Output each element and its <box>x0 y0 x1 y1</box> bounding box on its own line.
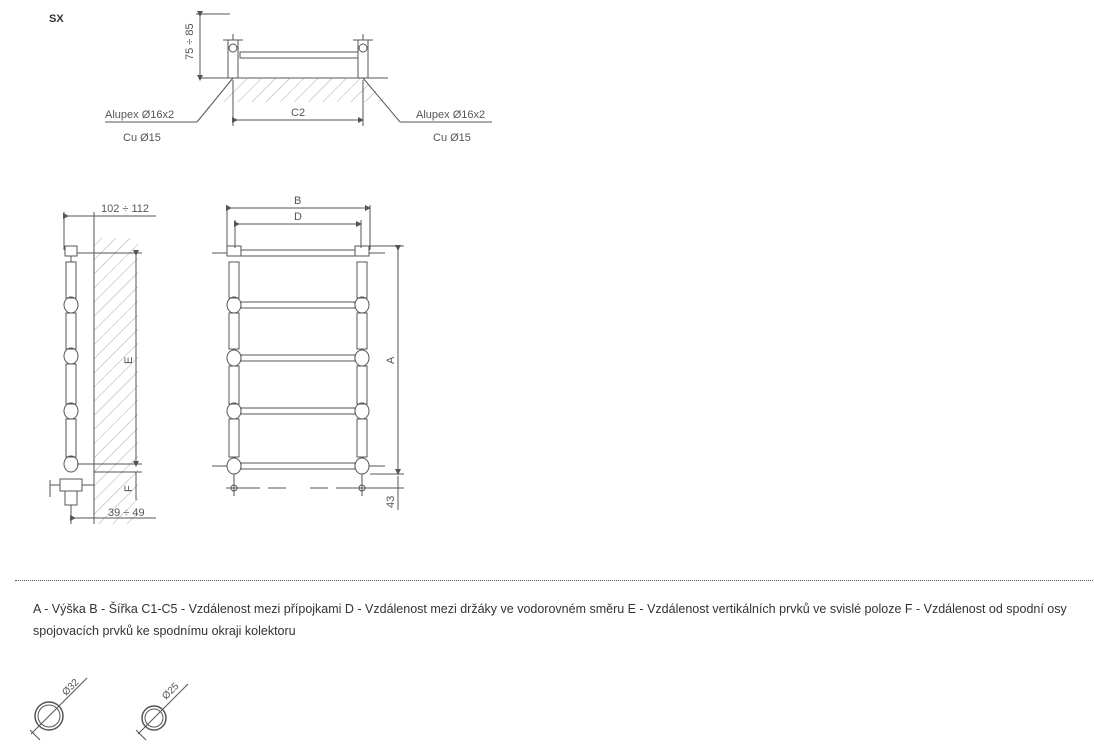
right-pipe-label: Alupex Ø16x2 <box>416 109 486 121</box>
dimension-legend: A - Výška B - Šířka C1-C5 - Vzdálenost mezi přípojkami D - Vzdálenost mezi držáky ve vodorovném směru E - Vzdálenost vertikálních prvků ve svislé poloze F - Vzdálenost od spodní osy spojovacích prvků ke spodnímu okraji kolektoru <box>33 602 1067 638</box>
dim-f: F <box>123 485 135 492</box>
front-view <box>212 205 404 510</box>
right-cu-label: Cu Ø15 <box>433 132 471 144</box>
dim-bottom: 39 ÷ 49 <box>108 507 145 519</box>
dim-depth: 102 ÷ 112 <box>101 203 150 215</box>
dim-c2: C2 <box>291 107 306 119</box>
pipe-32-label: Ø32 <box>60 676 82 699</box>
dim-e: E <box>123 356 135 364</box>
section-divider <box>15 580 1093 581</box>
left-cu-label: Cu Ø15 <box>123 132 161 144</box>
dim-b: B <box>294 195 302 207</box>
dim-d: D <box>294 211 302 223</box>
model-label: SX <box>49 13 64 25</box>
dim-43: 43 <box>385 495 397 508</box>
dim-vertical-top: 75 ÷ 85 <box>184 23 196 60</box>
side-view <box>50 212 156 524</box>
pipe-size-diagrams <box>0 660 220 753</box>
left-pipe-label: Alupex Ø16x2 <box>105 109 175 121</box>
dim-a: A <box>385 356 397 364</box>
pipe-25-label: Ø25 <box>160 680 182 703</box>
